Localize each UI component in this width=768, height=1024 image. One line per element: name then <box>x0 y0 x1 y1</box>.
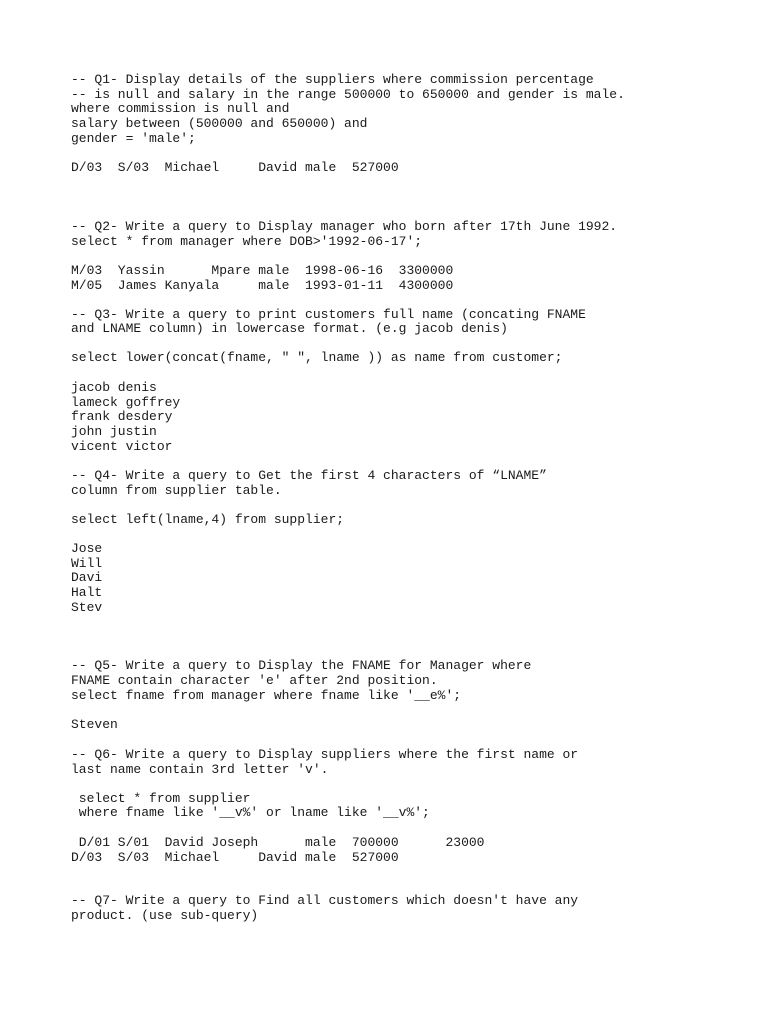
q2-comment-line: -- Q2- Write a query to Display manager who born after 17th June 1992. <box>71 219 618 234</box>
q6-result-row-2: D/03 S/03 Michael David male 527000 <box>71 850 399 865</box>
q1-comment-line-1: -- Q1- Display details of the suppliers where commission percentage <box>71 72 594 87</box>
q4-query-line: select left(lname,4) from supplier; <box>71 512 345 527</box>
q5-result-row: Steven <box>71 717 118 732</box>
q2-result-row-2: M/05 James Kanyala male 1993-01-11 4300000 <box>71 278 454 293</box>
q1-comment-line-2: -- is null and salary in the range 500000 to 650000 and gender is male. <box>71 87 625 102</box>
q1-result-row: D/03 S/03 Michael David male 527000 <box>71 160 399 175</box>
q3-result-row-2: lameck goffrey <box>71 395 181 410</box>
q5-comment-line-2: FNAME contain character 'e' after 2nd position. <box>71 673 438 688</box>
q5-comment-line-1: -- Q5- Write a query to Display the FNAME for Manager where <box>71 658 532 673</box>
q4-comment-line-2: column from supplier table. <box>71 483 282 498</box>
q6-result-row-1: D/01 S/01 David Joseph male 700000 23000 <box>71 835 485 850</box>
q4-result-row-2: Will <box>71 556 103 571</box>
q4-result-row-5: Stev <box>71 600 103 615</box>
q4-comment-line-1: -- Q4- Write a query to Get the first 4 characters of “LNAME” <box>71 468 547 483</box>
q4-result-row-4: Halt <box>71 585 103 600</box>
q7-comment-line-2: product. (use sub-query) <box>71 908 259 923</box>
q6-query-line-1: select * from supplier <box>71 791 251 806</box>
q1-query-line-1: where commission is null and <box>71 101 290 116</box>
q3-query-line: select lower(concat(fname, " ", lname )) as name from customer; <box>71 350 563 365</box>
q3-result-row-4: john justin <box>71 424 157 439</box>
q6-comment-line-1: -- Q6- Write a query to Display suppliers where the first name or <box>71 747 579 762</box>
q2-query-line: select * from manager where DOB>'1992-06-17'; <box>71 234 423 249</box>
q6-comment-line-2: last name contain 3rd letter 'v'. <box>71 762 329 777</box>
q7-comment-line-1: -- Q7- Write a query to Find all customers which doesn't have any <box>71 893 579 908</box>
q4-result-row-3: Davi <box>71 570 103 585</box>
q5-query-line: select fname from manager where fname like '__e%'; <box>71 688 462 703</box>
q3-comment-line-1: -- Q3- Write a query to print customers full name (concating FNAME <box>71 307 586 322</box>
q4-result-row-1: Jose <box>71 541 103 556</box>
q1-query-line-2: salary between (500000 and 650000) and <box>71 116 368 131</box>
q3-result-row-5: vicent victor <box>71 439 173 454</box>
q3-result-row-3: frank desdery <box>71 409 173 424</box>
q3-comment-line-2: and LNAME column) in lowercase format. (e.g jacob denis) <box>71 321 508 336</box>
q1-query-line-3: gender = 'male'; <box>71 131 196 146</box>
q2-result-row-1: M/03 Yassin Mpare male 1998-06-16 3300000 <box>71 263 454 278</box>
q3-result-row-1: jacob denis <box>71 380 157 395</box>
q6-query-line-2: where fname like '__v%' or lname like '__v%'; <box>71 805 430 820</box>
